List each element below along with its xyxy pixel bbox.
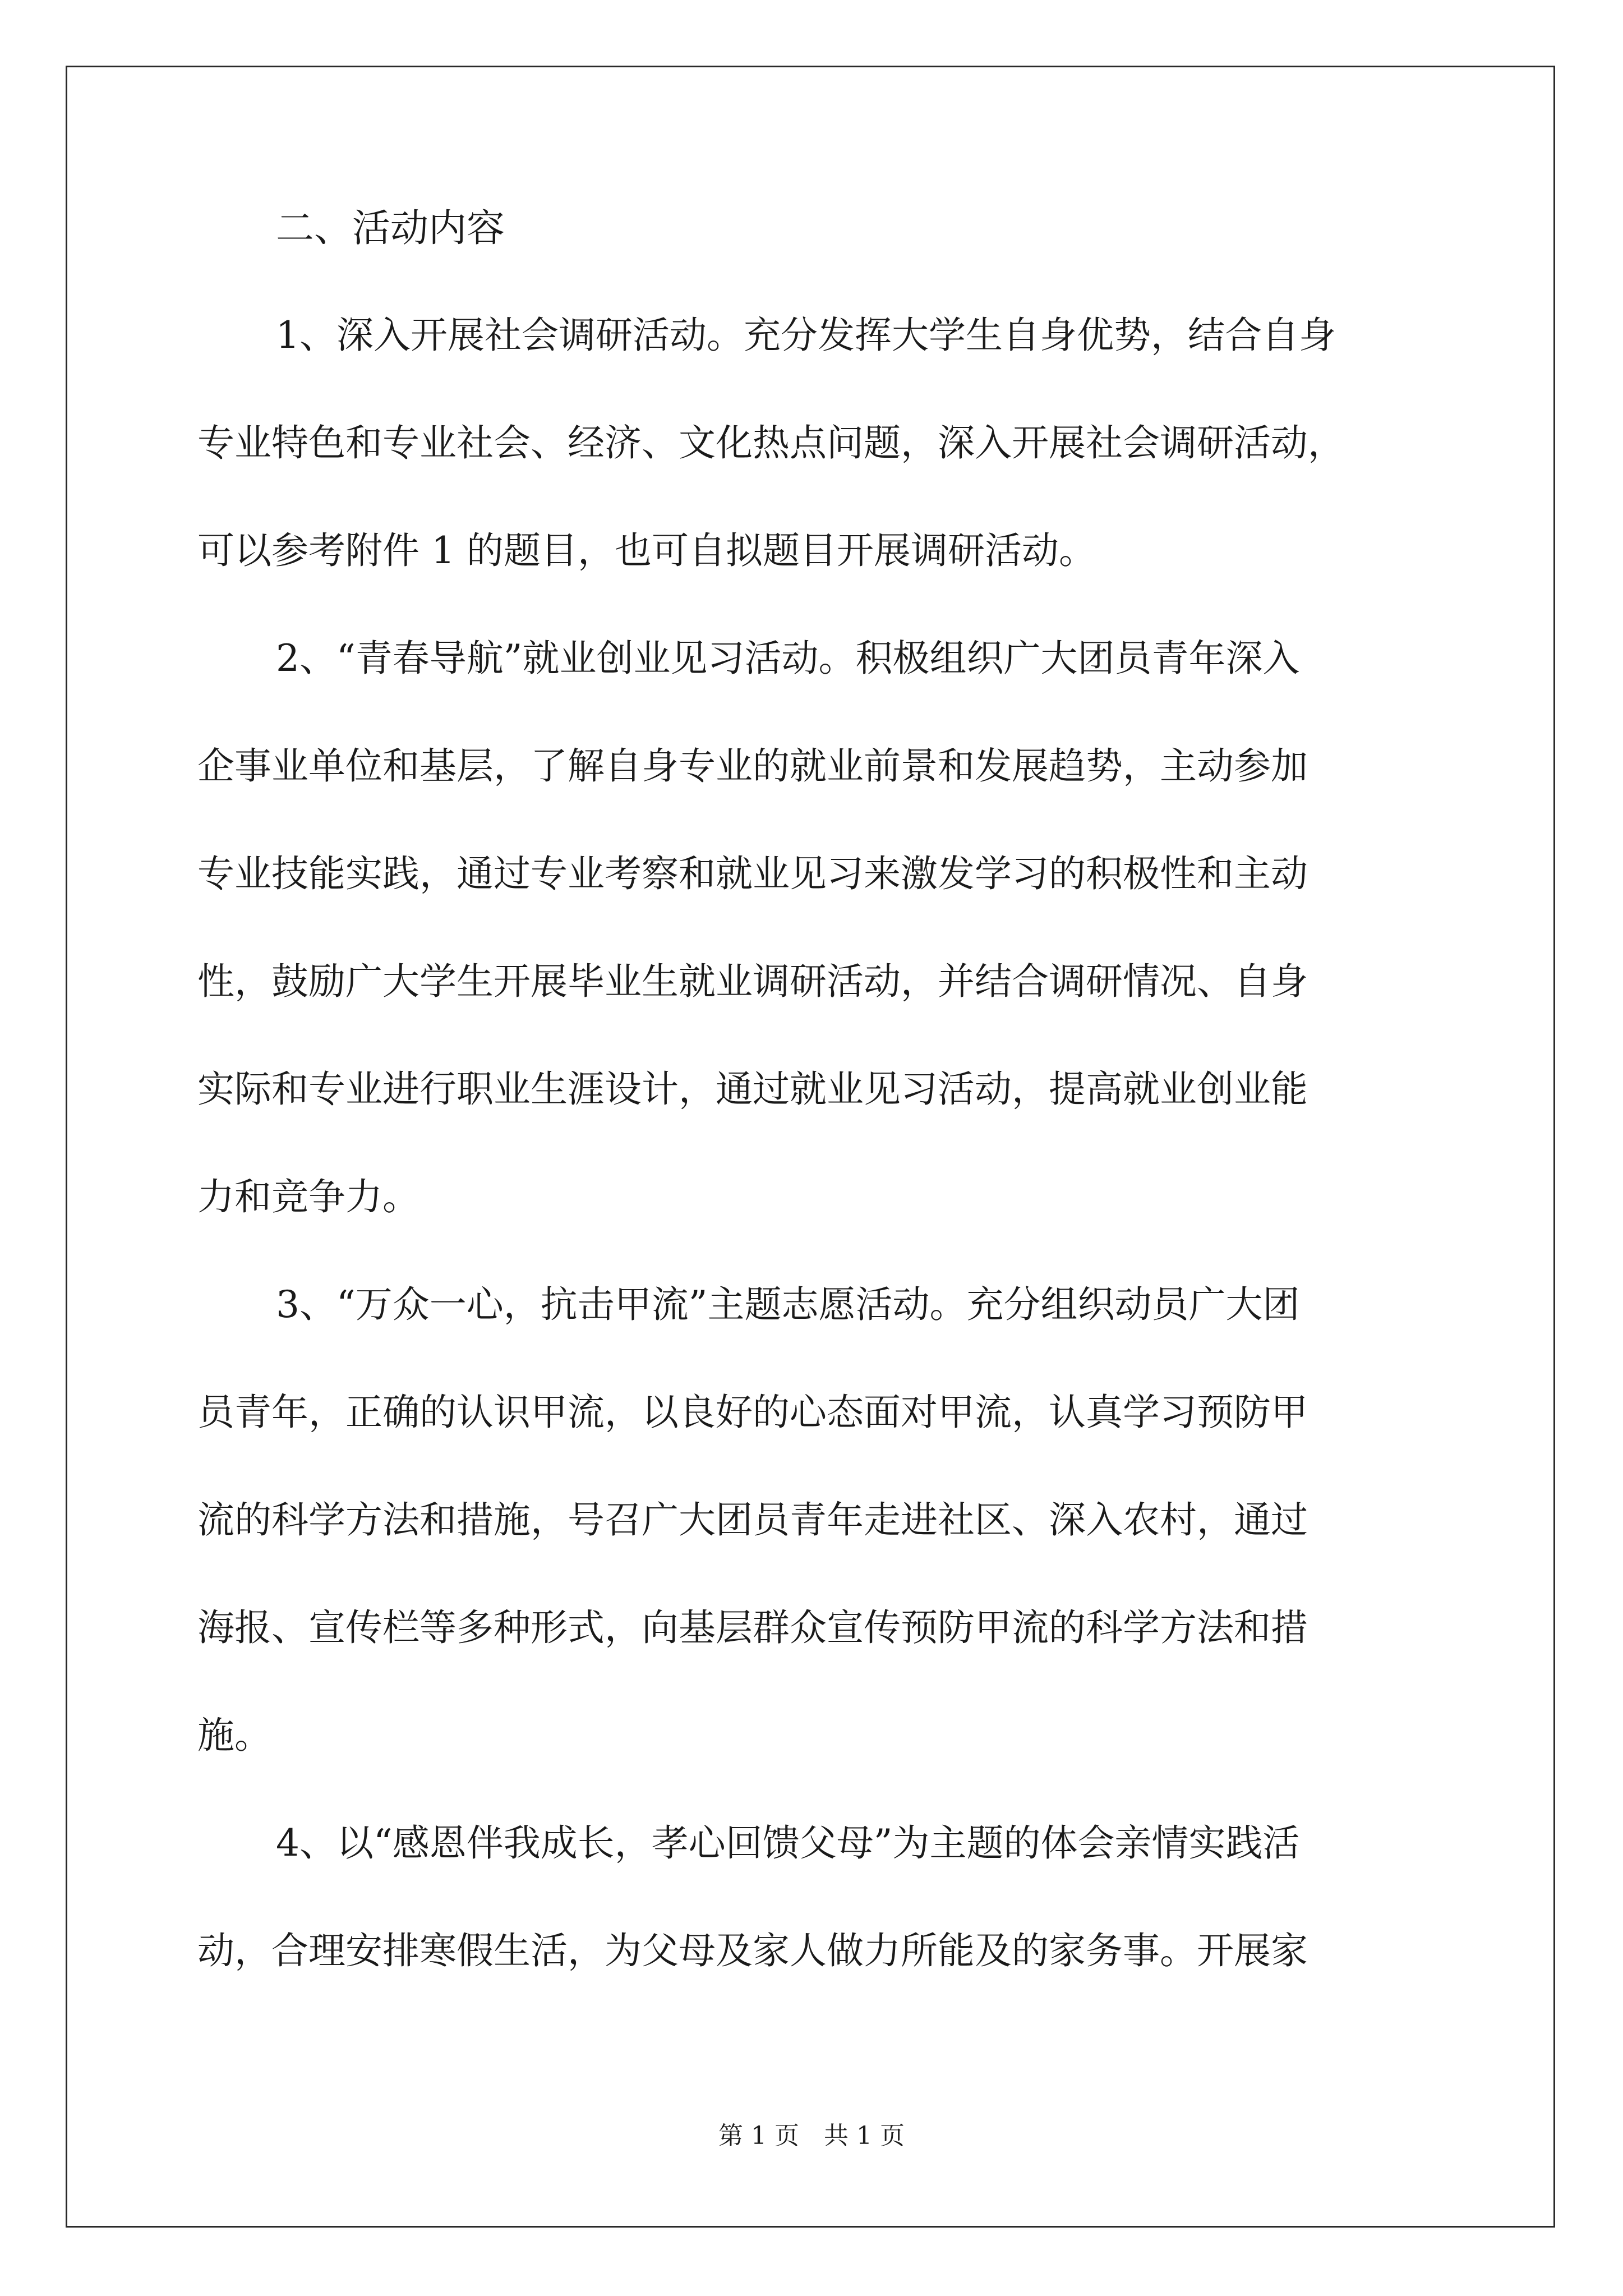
paragraph-1-line-2: 专业特色和专业社会、经济、文化热点问题，深入开展社会调研活动， (197, 421, 1345, 464)
section-heading: 二、活动内容 (276, 206, 505, 251)
paragraph-1-line-3: 可以参考附件 1 的题目，也可自拟题目开展调研活动。 (197, 529, 1096, 572)
paragraph-2-line-6: 力和竞争力。 (197, 1175, 419, 1218)
paragraph-3-line-3: 流的科学方法和措施，号召广大团员青年走进社区、深入农村，通过 (197, 1498, 1308, 1542)
paragraph-2-line-3: 专业技能实践，通过专业考察和就业见习来激发学习的积极性和主动 (197, 852, 1308, 895)
paragraph-2-line-5: 实际和专业进行职业生涯设计，通过就业见习活动，提高就业创业能 (197, 1068, 1308, 1111)
page-border (66, 66, 1555, 2228)
paragraph-3-line-5: 施。 (197, 1714, 271, 1757)
page-footer: 第 1 页 共 1 页 (718, 2122, 905, 2150)
paragraph-3-line-4: 海报、宣传栏等多种形式，向基层群众宣传预防甲流的科学方法和措 (197, 1606, 1308, 1649)
paragraph-2-line-1: 2、“青春导航”就业创业见习活动。积极组织广大团员青年深入 (276, 637, 1300, 680)
paragraph-4-line-1: 4、以“感恩伴我成长，孝心回馈父母”为主题的体会亲情实践活 (276, 1821, 1300, 1865)
paragraph-3-line-2: 员青年，正确的认识甲流，以良好的心态面对甲流，认真学习预防甲 (197, 1391, 1308, 1434)
paragraph-4-line-2: 动，合理安排寒假生活，为父母及家人做力所能及的家务事。开展家 (197, 1929, 1308, 1972)
paragraph-2-line-2: 企事业单位和基层，了解自身专业的就业前景和发展趋势，主动参加 (197, 744, 1308, 788)
paragraph-3-line-1: 3、“万众一心，抗击甲流”主题志愿活动。充分组织动员广大团 (276, 1283, 1300, 1326)
paragraph-1-line-1: 1、深入开展社会调研活动。充分发挥大学生自身优势，结合自身 (276, 314, 1336, 357)
paragraph-2-line-4: 性，鼓励广大学生开展毕业生就业调研活动，并结合调研情况、自身 (197, 960, 1308, 1003)
